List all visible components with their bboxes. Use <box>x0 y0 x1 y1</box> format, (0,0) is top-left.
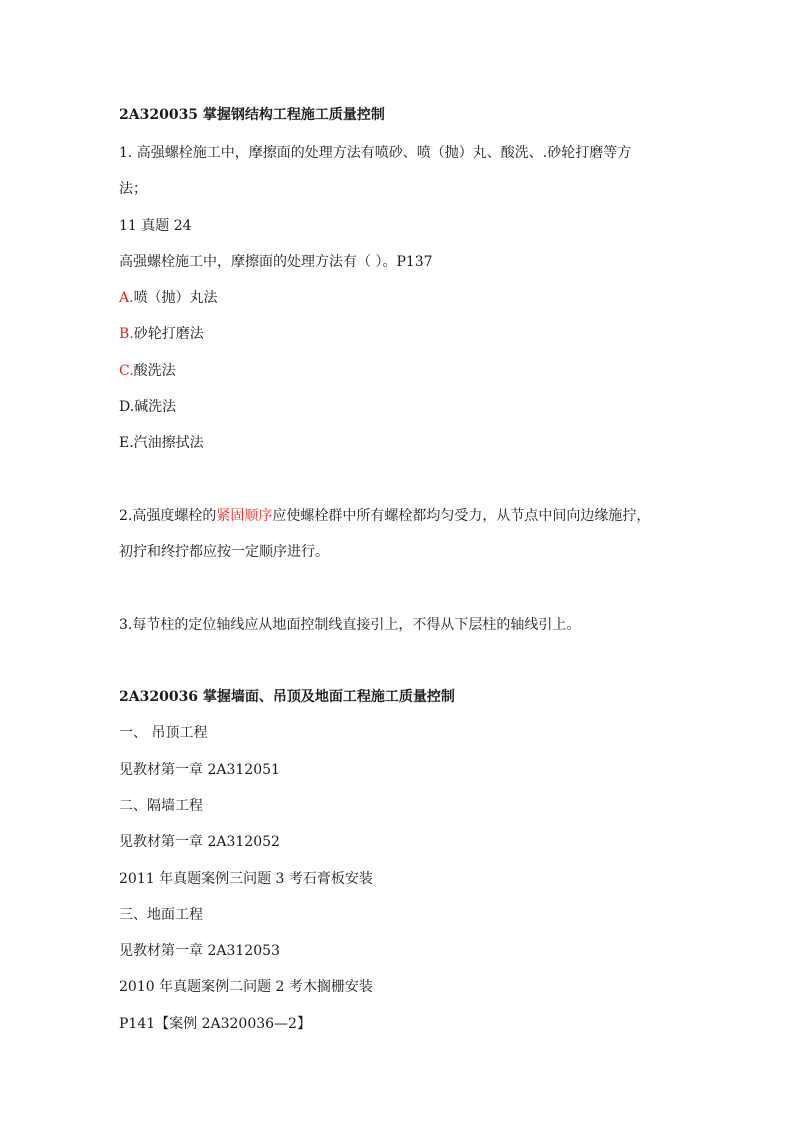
option-a <box>119 289 218 307</box>
option-c-letter: C. <box>119 363 134 379</box>
option-b <box>119 325 204 343</box>
option-c-text: 酸洗法 <box>133 363 176 379</box>
option-e <box>119 434 204 452</box>
ceiling-ref: 见教材第一章 2A312051 <box>119 762 280 778</box>
floor-ref: 见教材第一章 2A312053 <box>119 943 280 959</box>
exam-ref: 11 真题 24 <box>119 218 192 234</box>
ceiling-heading: 一、 吊顶工程 <box>119 725 208 741</box>
partition-exam: 2011 年真题案例三问题 3 考石膏板安装 <box>119 871 373 887</box>
option-b-letter: B. <box>119 326 134 342</box>
option-d-text: 碱洗法 <box>134 399 177 415</box>
section2-heading: 2A320036 掌握墙面、吊顶及地面工程施工质量控制 <box>119 689 455 705</box>
item1-line1: 1. 高强螺栓施工中，摩擦面的处理方法有喷砂、喷（抛）丸、酸洗、.砂轮打磨等方 <box>119 145 632 161</box>
item1-line2: 法； <box>119 181 147 197</box>
item2-line1 <box>119 507 650 525</box>
partition-heading: 二、隔墙工程 <box>119 798 203 814</box>
item3: 3.每节柱的定位轴线应从地面控制线直接引上，不得从下层柱的轴线引上。 <box>119 617 581 633</box>
floor-heading: 三、地面工程 <box>119 907 203 923</box>
option-e-letter: E. <box>119 435 134 451</box>
option-c <box>119 362 176 380</box>
option-d <box>119 398 176 416</box>
option-d-letter: D. <box>119 399 135 415</box>
item2-line2: 初拧和终拧都应按一定顺序进行。 <box>119 544 329 560</box>
item2-highlight: 紧固顺序 <box>216 508 273 524</box>
case-ref: P141【案例 2A320036—2】 <box>119 1016 311 1032</box>
question: 高强螺栓施工中，摩擦面的处理方法有（ ）。P137 <box>119 254 433 270</box>
option-a-letter: A. <box>119 290 134 306</box>
option-a-text: 喷（抛）丸法 <box>133 290 218 306</box>
item2-prefix: 2.高强度螺栓的 <box>119 508 217 524</box>
item2-suffix: 应使螺栓群中所有螺栓都均匀受力，从节点中间向边缘施拧， <box>272 508 651 524</box>
section1-heading: 2A320035 掌握钢结构工程施工质量控制 <box>119 107 385 123</box>
option-b-text: 砂轮打磨法 <box>133 326 204 342</box>
partition-ref: 见教材第一章 2A312052 <box>119 834 280 850</box>
option-e-text: 汽油擦拭法 <box>133 435 204 451</box>
floor-exam: 2010 年真题案例二问题 2 考木搁栅安装 <box>119 979 373 995</box>
